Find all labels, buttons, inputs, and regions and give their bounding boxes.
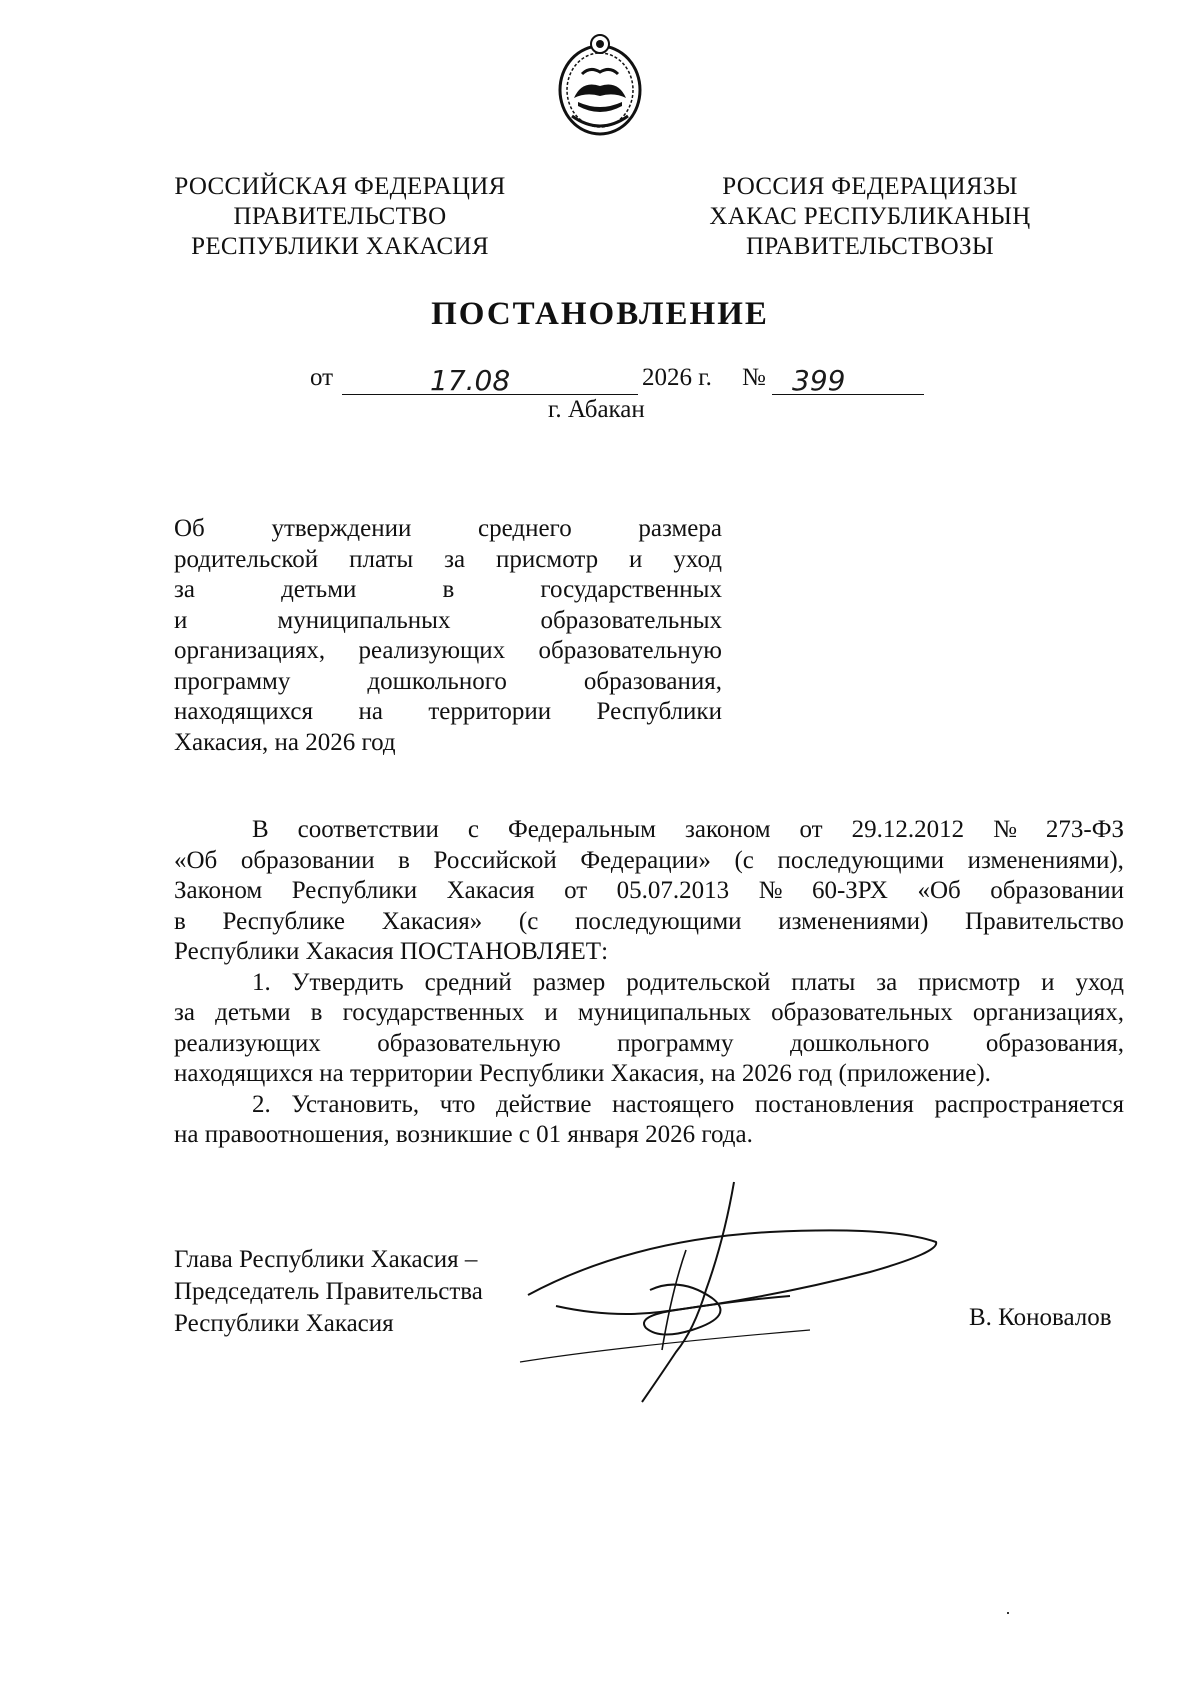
subject-word: образовательных: [540, 606, 722, 634]
header-left-line: РОССИЙСКАЯ ФЕДЕРАЦИЯ: [174, 173, 506, 200]
body-word: уход: [1075, 968, 1124, 996]
number-handwritten: 399: [792, 364, 846, 397]
body-word: Российской: [433, 846, 557, 874]
body-word: Правительство: [965, 907, 1124, 935]
body-word: «Об: [174, 846, 218, 874]
khakassia-coat-of-arms-icon: [552, 28, 648, 142]
subject-word: Хакасия, на 2026 год: [174, 728, 396, 756]
body-word: государственных: [342, 999, 525, 1026]
body-word: 273-ФЗ: [1045, 816, 1124, 843]
subject-word: в: [442, 576, 455, 603]
body-word: и: [1041, 968, 1055, 996]
body-line: [174, 1059, 1124, 1090]
body-word: Федеральным: [507, 816, 656, 843]
subject-line: [174, 667, 722, 698]
body-word: соответствии: [297, 816, 439, 843]
subject-line: [174, 545, 722, 576]
body-word: что: [439, 1090, 476, 1118]
header-right-line: ПРАВИТЕЛЬСТВОЗЫ: [746, 233, 994, 260]
signature-position-block: [174, 1244, 483, 1340]
subject-line: [174, 636, 722, 667]
body-line: [174, 937, 1124, 968]
body-word: реализующих: [174, 1029, 321, 1057]
body-word: средний: [424, 968, 512, 996]
subject-word: территории: [428, 698, 552, 725]
subject-word: детьми: [281, 576, 357, 603]
body-word: изменениями),: [967, 846, 1124, 874]
body-word: действие: [495, 1090, 592, 1118]
body-word: №: [758, 877, 783, 904]
subject-word: Об: [174, 515, 205, 542]
body-word: №: [993, 816, 1017, 843]
body-word: программу: [617, 1029, 734, 1057]
subject-word: программу: [174, 667, 291, 695]
body-word: за: [174, 999, 195, 1026]
body-word: «Об: [917, 877, 961, 904]
city-line: г. Абакан: [548, 396, 645, 423]
body-word: и: [544, 999, 558, 1026]
subject-line: [174, 575, 722, 606]
subject-word: и: [174, 606, 188, 634]
subject-word: за: [174, 576, 195, 603]
subject-word: за: [444, 545, 466, 573]
number-label: №: [742, 364, 766, 391]
body-word: законом: [684, 816, 771, 843]
body-word: размер: [532, 968, 606, 996]
position-line: Председатель Правительства: [174, 1278, 483, 1305]
body-line: [174, 815, 1124, 846]
body-word: дошкольного: [789, 1029, 930, 1057]
body-word: в: [174, 907, 186, 935]
scan-speck: [1007, 1612, 1009, 1614]
body-line: [174, 846, 1124, 877]
handwritten-signature-icon: [510, 1180, 950, 1410]
header-right-block: [690, 172, 1050, 262]
body-word: присмотр: [918, 968, 1021, 996]
body-word: образовательную: [377, 1029, 561, 1057]
body-text: [174, 815, 1124, 1151]
body-word: платы: [791, 968, 856, 996]
body-word: на правоотношения, возникшие с 01 января 2026 года.: [174, 1121, 753, 1148]
subject-word: находящихся: [174, 698, 314, 725]
subject-line: [174, 697, 722, 728]
subject-word: и: [629, 545, 643, 573]
body-line: [174, 1029, 1124, 1060]
body-line: [174, 1120, 1124, 1151]
body-word: Республики Хакасия ПОСТАНОВЛЯЕТ:: [174, 938, 609, 965]
subject-word: среднего: [478, 515, 572, 542]
subject-word: организациях,: [174, 637, 326, 664]
subject-word: утверждении: [271, 515, 412, 542]
document-title: ПОСТАНОВЛЕНИЕ: [431, 296, 769, 332]
body-word: 05.07.2013: [616, 877, 730, 904]
subject-word: муниципальных: [277, 606, 451, 634]
body-word: Республике: [222, 907, 346, 935]
body-word: (с: [518, 907, 539, 935]
header-right-line: ХАКАС РЕСПУБЛИКАНЫҢ: [709, 203, 1031, 230]
body-line: [174, 876, 1124, 907]
body-word: Законом: [174, 877, 263, 904]
body-word: от: [564, 877, 588, 904]
subject-word: уход: [673, 545, 722, 573]
subject-line: [174, 728, 722, 759]
body-word: Федерации»: [580, 846, 711, 874]
body-word: настоящего: [612, 1090, 735, 1118]
subject-word: Республики: [596, 698, 722, 725]
header-left-line: РЕСПУБЛИКИ ХАКАСИЯ: [191, 233, 489, 260]
subject-word: реализующих: [358, 637, 506, 664]
subject-word: размера: [638, 515, 722, 542]
subject-line: [174, 514, 722, 545]
body-word: последующими: [777, 846, 945, 874]
subject-word: родительской: [174, 545, 319, 573]
body-word: образования,: [985, 1029, 1124, 1057]
body-word: распространяется: [934, 1090, 1124, 1118]
body-word: Хакасия: [446, 877, 535, 904]
header-left-block: [160, 172, 520, 262]
body-word: муниципальных: [577, 999, 751, 1026]
subject-word: платы: [349, 545, 414, 573]
body-word: Хакасия»: [381, 907, 483, 935]
body-word: детьми: [215, 999, 291, 1026]
date-year: 2026 г.: [642, 364, 712, 391]
body-word: изменениями): [778, 907, 929, 935]
body-word: образовании: [990, 877, 1124, 904]
body-word: В: [252, 816, 269, 843]
body-line: [174, 998, 1124, 1029]
body-word: Утвердить: [291, 968, 404, 996]
body-word: родительской: [626, 968, 771, 996]
body-word: организациях,: [972, 999, 1124, 1026]
subject-word: присмотр: [496, 545, 599, 573]
body-word: (с: [734, 846, 754, 874]
subject-block: [174, 514, 722, 758]
subject-word: образовательную: [538, 637, 722, 664]
body-word: 29.12.2012: [851, 816, 965, 843]
body-word: образовательных: [771, 999, 953, 1026]
signer-name: В. Коновалов: [969, 1304, 1112, 1331]
subject-word: на: [358, 698, 383, 725]
body-word: Установить,: [291, 1090, 420, 1118]
position-line: Республики Хакасия: [174, 1310, 394, 1337]
body-word: 2.: [252, 1090, 271, 1118]
body-word: Республики: [291, 877, 418, 904]
body-line: [174, 968, 1124, 999]
date-from-label: от: [310, 364, 334, 391]
date-handwritten: 17.08: [430, 364, 511, 397]
body-word: образовании: [240, 846, 375, 874]
body-word: с: [467, 816, 479, 843]
subject-word: образования,: [583, 667, 722, 695]
body-line: [174, 1090, 1124, 1121]
subject-line: [174, 606, 722, 637]
subject-word: государственных: [540, 576, 722, 603]
body-line: [174, 907, 1124, 938]
body-word: в: [398, 846, 410, 874]
body-word: от: [799, 816, 823, 843]
subject-word: дошкольного: [367, 667, 507, 695]
body-word: 60-ЗРХ: [811, 877, 888, 904]
body-word: 1.: [252, 968, 271, 996]
body-word: в: [310, 999, 323, 1026]
body-word: за: [876, 968, 898, 996]
header-left-line: ПРАВИТЕЛЬСТВО: [233, 203, 447, 230]
position-line: Глава Республики Хакасия –: [174, 1246, 478, 1273]
body-word: находящихся на территории Республики Хакасия, на 2026 год (приложение).: [174, 1060, 991, 1087]
body-word: последующими: [575, 907, 742, 935]
body-word: постановления: [754, 1090, 914, 1118]
header-right-line: РОССИЯ ФЕДЕРАЦИЯЗЫ: [722, 173, 1018, 200]
